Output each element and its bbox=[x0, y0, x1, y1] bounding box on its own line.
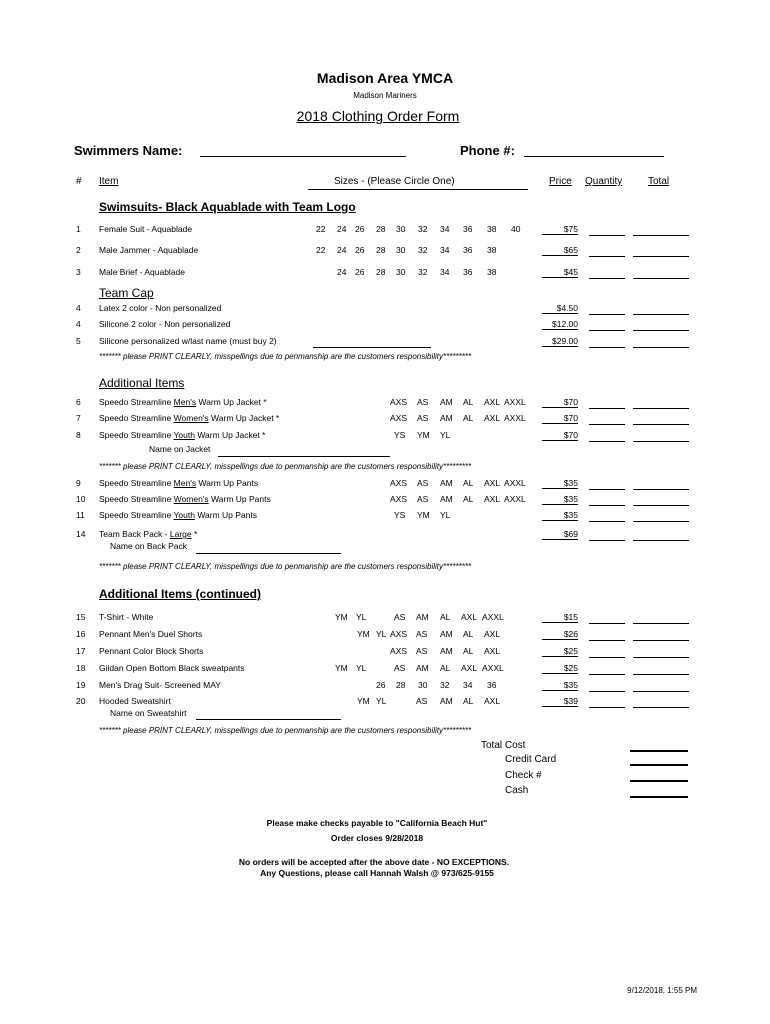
size-option[interactable]: 22 bbox=[316, 245, 326, 255]
section-team-cap: Team Cap bbox=[99, 286, 154, 300]
total-field[interactable] bbox=[633, 478, 689, 490]
item-description bbox=[99, 397, 267, 407]
quantity-field[interactable] bbox=[589, 336, 625, 348]
print-clearly-notice: ******* please PRINT CLEARLY, misspellings due to penmanship are the customers responsibility********* bbox=[99, 726, 472, 735]
personalization-label: Name on Back Pack bbox=[110, 541, 188, 551]
item-row bbox=[0, 510, 770, 524]
size-option[interactable]: AS bbox=[394, 612, 406, 622]
item-description: Male Brief - Aquablade bbox=[99, 267, 185, 277]
size-option[interactable]: 26 bbox=[355, 267, 365, 277]
item-number: 7 bbox=[76, 413, 81, 423]
questions-note: Any Questions, please call Hannah Walsh @ 973/625-9155 bbox=[260, 868, 494, 878]
size-option[interactable]: AXL bbox=[484, 413, 501, 423]
item-price: $70 bbox=[542, 413, 578, 424]
item-row bbox=[0, 478, 770, 492]
item-description: Hooded Sweatshirt bbox=[99, 696, 171, 706]
quantity-field[interactable] bbox=[589, 494, 625, 506]
item-price: $25 bbox=[542, 663, 578, 674]
total-field[interactable] bbox=[633, 397, 689, 409]
quantity-field[interactable] bbox=[589, 413, 625, 425]
quantity-field[interactable] bbox=[589, 612, 625, 624]
total-field[interactable] bbox=[633, 303, 689, 315]
item-description-part: Warm Up Pants bbox=[194, 510, 257, 520]
item-price: $70 bbox=[542, 430, 578, 441]
item-row bbox=[0, 494, 770, 508]
item-row bbox=[0, 663, 770, 677]
item-description bbox=[99, 413, 279, 423]
no-orders-note: No orders will be accepted after the above date - NO EXCEPTIONS. bbox=[238, 857, 510, 867]
print-timestamp: 9/12/2018, 1:55 PM bbox=[627, 986, 697, 995]
size-option[interactable]: 38 bbox=[487, 224, 497, 234]
size-option[interactable]: 36 bbox=[463, 267, 473, 277]
size-option[interactable]: YS bbox=[394, 510, 406, 520]
item-number: 5 bbox=[76, 336, 81, 346]
item-description bbox=[99, 478, 258, 488]
item-number: 2 bbox=[76, 245, 81, 255]
item-number: 16 bbox=[76, 629, 86, 639]
total-field[interactable] bbox=[633, 696, 689, 708]
total-field[interactable] bbox=[633, 510, 689, 522]
item-row bbox=[0, 267, 770, 281]
item-description: Gildan Open Bottom Black sweatpants bbox=[99, 663, 245, 673]
item-price: $75 bbox=[542, 224, 578, 235]
size-option[interactable]: 22 bbox=[316, 224, 326, 234]
size-option[interactable]: YM bbox=[357, 696, 370, 706]
item-price: $45 bbox=[542, 267, 578, 278]
swimmer-name-field[interactable] bbox=[200, 156, 406, 157]
item-row bbox=[0, 413, 770, 427]
size-option[interactable]: 30 bbox=[418, 680, 428, 690]
size-option[interactable]: AXS bbox=[390, 629, 408, 639]
size-option[interactable]: AS bbox=[416, 696, 428, 706]
item-row bbox=[0, 612, 770, 626]
quantity-field[interactable] bbox=[589, 478, 625, 490]
item-price: $69 bbox=[542, 529, 578, 540]
org-name: Madison Area YMCA bbox=[316, 70, 454, 86]
size-option[interactable]: AS bbox=[417, 397, 429, 407]
item-price: $65 bbox=[542, 245, 578, 256]
item-description-emphasis: Youth bbox=[173, 430, 195, 440]
item-price: $4.50 bbox=[542, 303, 578, 314]
total-field[interactable] bbox=[633, 245, 689, 257]
size-option[interactable]: YL bbox=[376, 629, 387, 639]
item-description: Pennant Men's Duel Shorts bbox=[99, 629, 203, 639]
item-price: $35 bbox=[542, 478, 578, 489]
team-name: Madison Mariners bbox=[353, 91, 417, 100]
size-option[interactable]: AXL bbox=[461, 663, 478, 673]
item-description bbox=[99, 430, 266, 440]
quantity-field[interactable] bbox=[589, 319, 625, 331]
size-option[interactable]: 30 bbox=[396, 224, 406, 234]
size-option[interactable]: AXL bbox=[484, 494, 501, 504]
size-option[interactable]: YM bbox=[417, 430, 430, 440]
item-description-part: Speedo Streamline bbox=[99, 510, 174, 520]
total-field[interactable] bbox=[633, 267, 689, 279]
total-field[interactable] bbox=[633, 336, 689, 348]
size-option[interactable]: AXS bbox=[390, 646, 408, 656]
size-option[interactable]: AL bbox=[463, 494, 474, 504]
size-option[interactable]: YM bbox=[335, 612, 348, 622]
total-field[interactable] bbox=[633, 646, 689, 658]
quantity-field[interactable] bbox=[589, 529, 625, 541]
quantity-field[interactable] bbox=[589, 303, 625, 315]
col-item-header: Item bbox=[99, 176, 119, 187]
size-option[interactable]: 36 bbox=[463, 245, 473, 255]
section-swimsuits: Swimsuits- Black Aquablade with Team Logo bbox=[99, 200, 356, 214]
payable-note: Please make checks payable to "California Beach Hut" bbox=[266, 818, 488, 828]
print-clearly-notice: ******* please PRINT CLEARLY, misspellings due to penmanship are the customers responsibility********* bbox=[99, 562, 472, 571]
item-description-part: Speedo Streamline bbox=[99, 494, 174, 504]
size-option[interactable]: AXL bbox=[484, 397, 501, 407]
size-option[interactable]: 34 bbox=[440, 245, 450, 255]
size-option[interactable]: AXS bbox=[390, 478, 408, 488]
col-sizes-header: Sizes - (Please Circle One) bbox=[334, 176, 455, 187]
total-field[interactable] bbox=[633, 224, 689, 236]
size-option[interactable]: 36 bbox=[487, 680, 497, 690]
size-option[interactable]: 26 bbox=[355, 245, 365, 255]
item-price: $15 bbox=[542, 612, 578, 623]
item-row bbox=[0, 397, 770, 411]
item-row bbox=[0, 245, 770, 259]
size-option[interactable]: 40 bbox=[511, 224, 521, 234]
item-description-part: Warm Up Pants bbox=[208, 494, 271, 504]
size-option[interactable]: AS bbox=[417, 478, 429, 488]
quantity-field[interactable] bbox=[589, 267, 625, 279]
size-option[interactable]: AXL bbox=[484, 629, 501, 639]
check-label: Check # bbox=[505, 770, 542, 781]
size-option[interactable]: AXXL bbox=[504, 494, 526, 504]
phone-label: Phone #: bbox=[460, 143, 515, 158]
item-price: $35 bbox=[542, 680, 578, 691]
print-clearly-notice: ******* please PRINT CLEARLY, misspellings due to penmanship are the customers responsibility********* bbox=[99, 352, 472, 361]
size-option[interactable]: 32 bbox=[440, 680, 450, 690]
item-description-part: Warm Up Jacket * bbox=[208, 413, 280, 423]
check-field[interactable] bbox=[630, 780, 688, 782]
size-option[interactable]: 26 bbox=[376, 680, 386, 690]
item-number: 1 bbox=[76, 224, 81, 234]
size-option[interactable]: AXXL bbox=[504, 478, 526, 488]
size-option[interactable]: AXL bbox=[484, 478, 501, 488]
item-description-emphasis: Women's bbox=[173, 494, 209, 504]
section-additional-items-continued: Additional Items (continued) bbox=[99, 587, 261, 601]
size-option[interactable]: AM bbox=[440, 494, 453, 504]
name-on-sweatshirt-field[interactable] bbox=[196, 719, 341, 720]
item-description: Male Jammer - Aquablade bbox=[99, 245, 199, 255]
size-option[interactable]: 34 bbox=[440, 267, 450, 277]
item-price: $39 bbox=[542, 696, 578, 707]
item-price: $29.00 bbox=[542, 336, 578, 347]
total-field[interactable] bbox=[633, 494, 689, 506]
size-option[interactable]: AM bbox=[416, 612, 429, 622]
size-option[interactable]: AL bbox=[463, 478, 474, 488]
item-description: Latex 2 color - Non personalized bbox=[99, 303, 222, 313]
total-field[interactable] bbox=[633, 430, 689, 442]
item-row bbox=[0, 319, 770, 333]
size-option[interactable]: AXL bbox=[484, 696, 501, 706]
total-field[interactable] bbox=[633, 629, 689, 641]
item-number: 15 bbox=[76, 612, 86, 622]
item-number: 20 bbox=[76, 696, 86, 706]
size-option[interactable]: AL bbox=[463, 696, 474, 706]
size-option[interactable]: YL bbox=[376, 696, 387, 706]
size-option[interactable]: 34 bbox=[463, 680, 473, 690]
size-option[interactable]: 38 bbox=[487, 267, 497, 277]
total-cost-field[interactable] bbox=[630, 750, 688, 752]
total-field[interactable] bbox=[633, 319, 689, 331]
size-option[interactable]: AS bbox=[417, 413, 429, 423]
size-option[interactable]: AL bbox=[463, 629, 474, 639]
item-description: Female Suit - Aquablade bbox=[99, 224, 193, 234]
item-number: 8 bbox=[76, 430, 81, 440]
item-number: 19 bbox=[76, 680, 86, 690]
item-description-part: Warm Up Jacket * bbox=[196, 397, 267, 407]
size-option[interactable]: AS bbox=[416, 646, 428, 656]
item-description-part: Speedo Streamline bbox=[99, 413, 174, 423]
size-option[interactable]: AXL bbox=[461, 612, 478, 622]
size-option[interactable]: AL bbox=[440, 612, 451, 622]
size-option[interactable]: 24 bbox=[337, 267, 347, 277]
quantity-field[interactable] bbox=[589, 510, 625, 522]
item-number: 14 bbox=[76, 529, 86, 539]
item-row bbox=[0, 646, 770, 660]
quantity-field[interactable] bbox=[589, 224, 625, 236]
size-option[interactable]: 36 bbox=[463, 224, 473, 234]
personalization-label: Name on Jacket bbox=[149, 444, 211, 454]
size-option[interactable]: AS bbox=[416, 629, 428, 639]
col-price-header: Price bbox=[549, 176, 572, 187]
col-num-header: # bbox=[76, 176, 82, 187]
quantity-field[interactable] bbox=[589, 245, 625, 257]
quantity-field[interactable] bbox=[589, 646, 625, 658]
item-description-emphasis: Large bbox=[169, 529, 192, 539]
item-description: Silicone personalized w/last name (must buy 2) bbox=[99, 336, 277, 346]
item-description-part: Warm Up Pants bbox=[196, 478, 259, 488]
quantity-field[interactable] bbox=[589, 397, 625, 409]
size-option[interactable]: 28 bbox=[376, 267, 386, 277]
item-price: $35 bbox=[542, 510, 578, 521]
size-option[interactable]: 26 bbox=[355, 224, 365, 234]
item-description-part: Speedo Streamline bbox=[99, 478, 174, 488]
size-option[interactable]: 30 bbox=[396, 267, 406, 277]
item-number: 10 bbox=[76, 494, 86, 504]
item-number: 4 bbox=[76, 319, 81, 329]
item-row bbox=[0, 680, 770, 694]
quantity-field[interactable] bbox=[589, 430, 625, 442]
size-option[interactable]: AL bbox=[440, 663, 451, 673]
item-number: 3 bbox=[76, 267, 81, 277]
size-option[interactable]: AXXL bbox=[482, 612, 504, 622]
size-option[interactable]: YM bbox=[335, 663, 348, 673]
size-option[interactable]: AXXL bbox=[482, 663, 504, 673]
item-number: 18 bbox=[76, 663, 86, 673]
total-field[interactable] bbox=[633, 663, 689, 675]
size-option[interactable]: AXXL bbox=[504, 397, 526, 407]
cash-label: Cash bbox=[505, 785, 529, 796]
item-description-part: Warm Up Jacket * bbox=[194, 430, 266, 440]
item-row bbox=[0, 303, 770, 317]
size-option[interactable]: AS bbox=[417, 494, 429, 504]
size-option[interactable]: YM bbox=[417, 510, 430, 520]
size-option[interactable]: AXXL bbox=[504, 413, 526, 423]
item-price: $35 bbox=[542, 494, 578, 505]
item-row bbox=[0, 224, 770, 238]
item-description: Pennant Color Block Shorts bbox=[99, 646, 204, 656]
item-description bbox=[99, 529, 197, 539]
size-option[interactable]: AM bbox=[440, 646, 453, 656]
item-number: 4 bbox=[76, 303, 81, 313]
size-option[interactable]: AM bbox=[440, 696, 453, 706]
quantity-field[interactable] bbox=[589, 663, 625, 675]
item-price: $25 bbox=[542, 646, 578, 657]
total-cost-label: Total Cost bbox=[481, 740, 526, 751]
item-description-emphasis: Men's bbox=[173, 397, 197, 407]
item-description-emphasis: Youth bbox=[173, 510, 195, 520]
size-option[interactable]: AXL bbox=[484, 646, 501, 656]
item-description: Men's Drag Suit- Screened MAY bbox=[99, 680, 221, 690]
size-option[interactable]: YL bbox=[356, 663, 367, 673]
item-description bbox=[99, 510, 257, 520]
cash-field[interactable] bbox=[630, 796, 688, 798]
quantity-field[interactable] bbox=[589, 680, 625, 692]
phone-field[interactable] bbox=[524, 156, 664, 157]
size-option[interactable]: AXS bbox=[390, 494, 408, 504]
size-option[interactable]: YS bbox=[394, 430, 406, 440]
item-price: $12.00 bbox=[542, 319, 578, 330]
col-total-header: Total bbox=[648, 176, 670, 187]
size-option[interactable]: 32 bbox=[418, 245, 428, 255]
item-number: 9 bbox=[76, 478, 81, 488]
item-description-emphasis: Men's bbox=[173, 478, 197, 488]
total-field[interactable] bbox=[633, 529, 689, 541]
item-row bbox=[0, 430, 770, 444]
size-option[interactable]: 28 bbox=[396, 680, 406, 690]
credit-card-field[interactable] bbox=[630, 764, 688, 766]
size-option[interactable]: AL bbox=[463, 646, 474, 656]
item-description-part: * bbox=[191, 529, 198, 539]
size-option[interactable]: 30 bbox=[396, 245, 406, 255]
size-option[interactable]: AM bbox=[440, 478, 453, 488]
item-description-part: Team Back Pack - bbox=[99, 529, 170, 539]
item-description-part: Speedo Streamline bbox=[99, 397, 174, 407]
item-number: 17 bbox=[76, 646, 86, 656]
size-option[interactable]: 32 bbox=[418, 267, 428, 277]
item-description: Silicone 2 color - Non personalized bbox=[99, 319, 231, 329]
form-title: 2018 Clothing Order Form bbox=[296, 108, 460, 124]
item-description-emphasis: Women's bbox=[173, 413, 209, 423]
credit-card-label: Credit Card bbox=[505, 754, 557, 765]
item-description: T-Shirt - White bbox=[99, 612, 154, 622]
item-description bbox=[99, 494, 271, 504]
col-sizes-underline bbox=[308, 189, 528, 190]
total-field[interactable] bbox=[633, 413, 689, 425]
item-number: 6 bbox=[76, 397, 81, 407]
size-option[interactable]: AXS bbox=[390, 413, 408, 423]
size-option[interactable]: AM bbox=[416, 663, 429, 673]
size-option[interactable]: 28 bbox=[376, 245, 386, 255]
swimmer-name-label: Swimmers Name: bbox=[74, 143, 183, 158]
size-option[interactable]: AXS bbox=[390, 397, 408, 407]
size-option[interactable]: AM bbox=[440, 397, 453, 407]
size-option[interactable]: AL bbox=[463, 413, 474, 423]
item-number: 11 bbox=[76, 510, 85, 520]
size-option[interactable]: 34 bbox=[440, 224, 450, 234]
section-additional-items: Additional Items bbox=[99, 376, 185, 390]
total-field[interactable] bbox=[633, 612, 689, 624]
size-option[interactable]: YL bbox=[440, 510, 451, 520]
size-option[interactable]: AM bbox=[440, 629, 453, 639]
size-option[interactable]: YM bbox=[357, 629, 370, 639]
item-row bbox=[0, 629, 770, 643]
last-name-field[interactable] bbox=[313, 347, 431, 348]
size-option[interactable]: 38 bbox=[487, 245, 497, 255]
size-option[interactable]: 24 bbox=[337, 245, 347, 255]
size-option[interactable]: 28 bbox=[376, 224, 386, 234]
size-option[interactable]: YL bbox=[356, 612, 367, 622]
col-quantity-header: Quantity bbox=[585, 176, 623, 187]
print-clearly-notice: ******* please PRINT CLEARLY, misspellings due to penmanship are the customers responsibility********* bbox=[99, 462, 472, 471]
personalization-label: Name on Sweatshirt bbox=[110, 708, 187, 718]
size-option[interactable]: YL bbox=[440, 430, 451, 440]
total-field[interactable] bbox=[633, 680, 689, 692]
size-option[interactable]: AS bbox=[394, 663, 406, 673]
size-option[interactable]: AL bbox=[463, 397, 474, 407]
item-price: $26 bbox=[542, 629, 578, 640]
quantity-field[interactable] bbox=[589, 696, 625, 708]
item-description-part: Speedo Streamline bbox=[99, 430, 174, 440]
size-option[interactable]: 32 bbox=[418, 224, 428, 234]
name-on-jacket-field[interactable] bbox=[218, 456, 390, 457]
size-option[interactable]: AM bbox=[440, 413, 453, 423]
quantity-field[interactable] bbox=[589, 629, 625, 641]
size-option[interactable]: 24 bbox=[337, 224, 347, 234]
item-price: $70 bbox=[542, 397, 578, 408]
name-on-back-pack-field[interactable] bbox=[196, 553, 341, 554]
order-close-note: Order closes 9/28/2018 bbox=[330, 833, 424, 843]
